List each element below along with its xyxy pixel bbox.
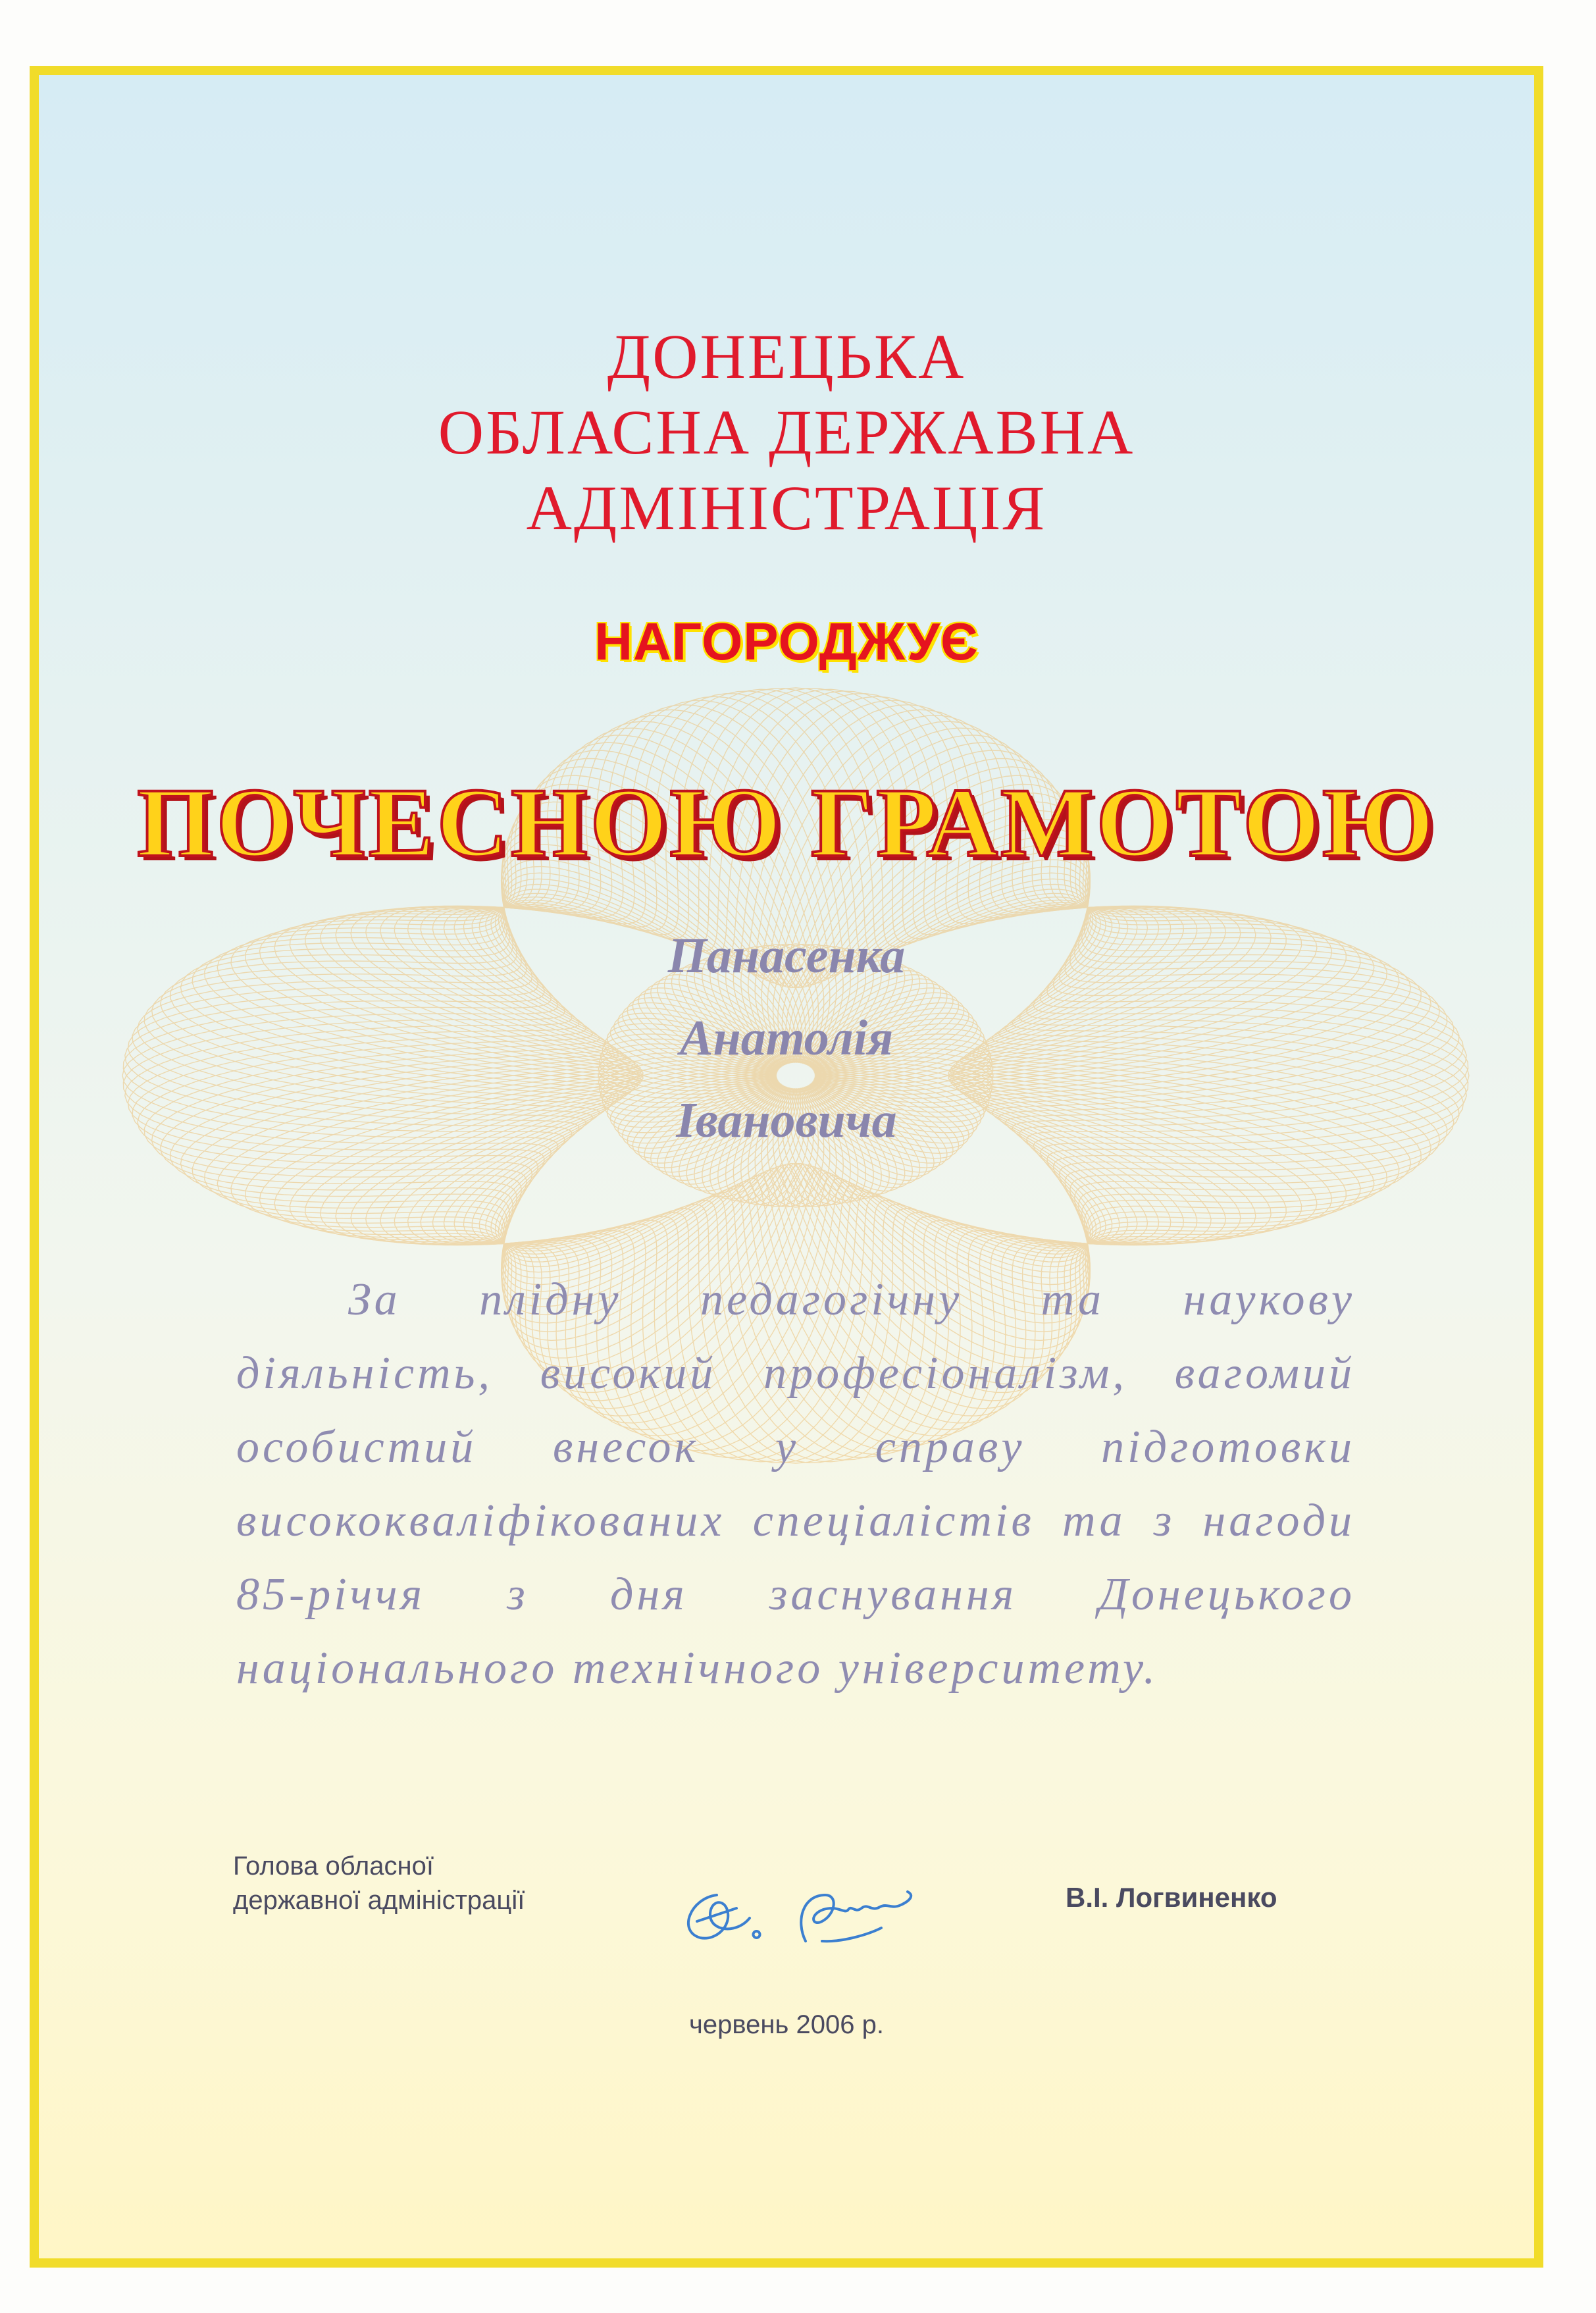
issuer-line-2: ОБЛАСНА ДЕРЖАВНА: [438, 397, 1135, 467]
awards-verb: НАГОРОДЖУЄ: [594, 612, 979, 671]
handwritten-signature: [671, 1869, 947, 1954]
signatory-title-line-1: Голова обласної: [233, 1852, 434, 1881]
recipient-patronymic: Івановича: [676, 1093, 897, 1148]
issue-date: червень 2006 р.: [689, 2010, 884, 2039]
signatory-title: [233, 1849, 525, 1917]
award-title: ПОЧЕСНОЮ ГРАМОТОЮ: [137, 768, 1436, 877]
certificate-frame: [30, 66, 1543, 2268]
recipient-surname: Панасенка: [667, 928, 906, 983]
signatory-name: В.І. Логвиненко: [1066, 1882, 1277, 1913]
signatory-title-line-2: державної адміністрації: [233, 1886, 525, 1915]
issuer-line-3: АДМІНІСТРАЦІЯ: [526, 473, 1047, 543]
recipient-given-name: Анатолія: [679, 1010, 894, 1066]
citation-text: За плідну педагогічну та наукову діяльність, високий професіоналізм, вагомий особистий внесок у справу підготовки висококваліфікованих спеціалістів та з нагоди 85-річчя з дня заснування Донецького національного технічного університету.: [236, 1274, 1355, 1694]
issuer-line-1: ДОНЕЦЬКА: [607, 321, 966, 392]
